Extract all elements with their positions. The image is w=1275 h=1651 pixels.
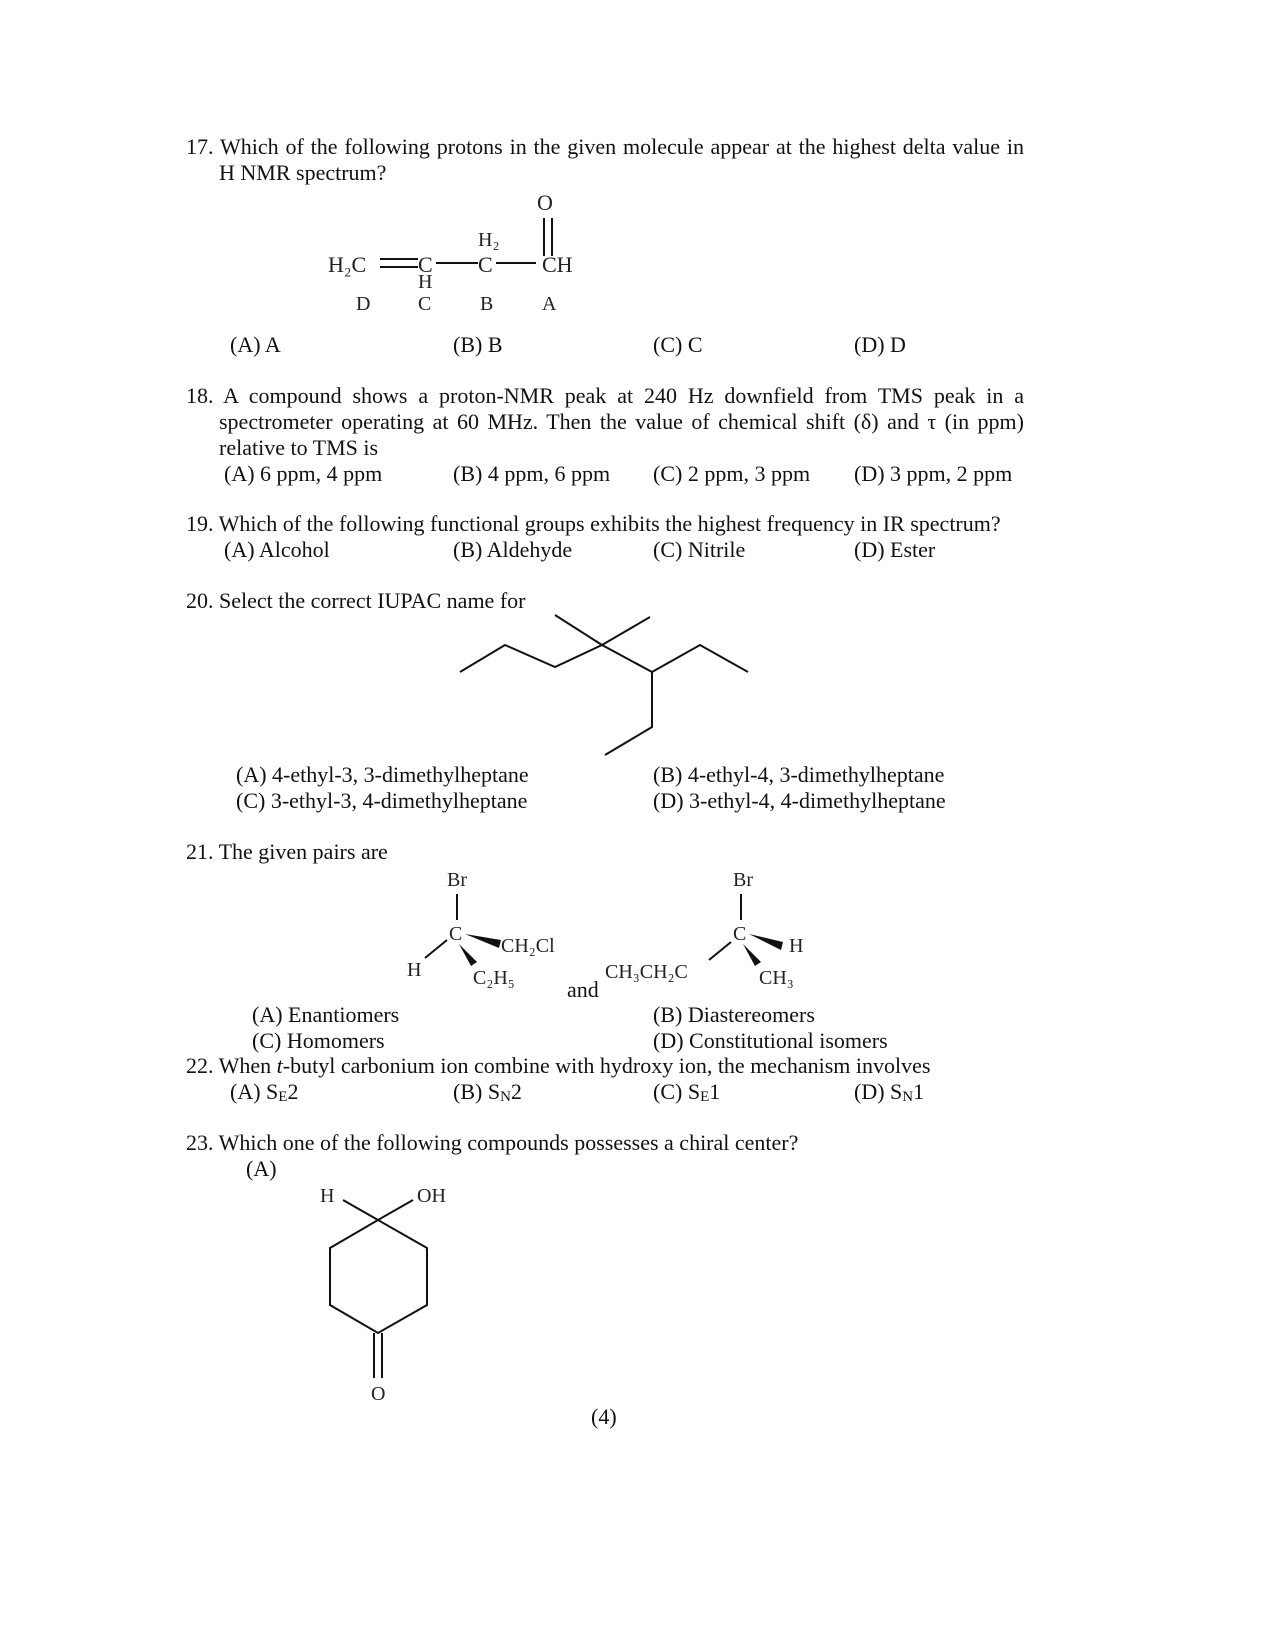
q19-option-b[interactable]: (B) Aldehyde: [453, 537, 573, 562]
q18-option-d[interactable]: (D) 3 ppm, 2 ppm: [854, 461, 1013, 486]
q21-text-line1: 21. The given pairs are: [186, 839, 388, 864]
page-number: (4): [591, 1404, 617, 1429]
q17-text-line1: 17. Which of the following protons in the given molecule appear at the highest delta value in: [186, 134, 1024, 159]
q21-m1-c: C: [449, 923, 463, 945]
q21-m1-h: H: [407, 959, 422, 981]
q20-skeletal-structure: [450, 605, 760, 765]
q21-and: and: [567, 977, 599, 1002]
q17-option-d[interactable]: (D) D: [854, 332, 906, 357]
q18-text-line1: 18. A compound shows a proton-NMR peak at 240 Hz downfield from TMS peak in a: [186, 383, 1024, 408]
q20-option-b[interactable]: (B) 4-ethyl-4, 3-dimethylheptane: [653, 762, 945, 787]
q22-text-post: -butyl carbonium ion combine with hydroxy ion, the mechanism involves: [282, 1053, 931, 1078]
q17-atom-c2: C: [478, 252, 493, 277]
q21-m1-c2h5: C₂H₅: [473, 967, 515, 989]
q17-atom-h2: H₂: [478, 229, 500, 251]
q22-opt-a-main: (A) S: [230, 1079, 279, 1104]
q21-option-a[interactable]: (A) Enantiomers: [252, 1002, 400, 1027]
q18-option-c[interactable]: (C) 2 ppm, 3 ppm: [653, 461, 811, 486]
q23-atom-oh: OH: [417, 1185, 446, 1207]
q17-option-a[interactable]: (A) A: [230, 332, 281, 357]
q17-text-line2: H NMR spectrum?: [219, 160, 387, 185]
q22-opt-c-main: (C) S: [653, 1079, 701, 1104]
q22-opt-a-num: 2: [287, 1079, 299, 1104]
q17-atom-o: O: [537, 190, 553, 215]
q21-m1-ch2cl: CH₂Cl: [501, 935, 555, 957]
q17-option-b[interactable]: (B) B: [453, 332, 503, 357]
q22-opt-b-num: 2: [510, 1079, 522, 1104]
q17-atom-c1: C: [418, 252, 433, 277]
q23-atom-o: O: [371, 1383, 386, 1405]
q22-opt-b-main: (B) S: [453, 1079, 501, 1104]
q17-atom-h: H: [418, 271, 433, 293]
q21-m1-br: Br: [447, 869, 467, 891]
q21-m2-c: C: [733, 923, 747, 945]
q22-option-d[interactable]: [854, 1079, 924, 1110]
q18-option-b[interactable]: (B) 4 ppm, 6 ppm: [453, 461, 611, 486]
q17-label-c: C: [418, 293, 432, 315]
q17-label-b: B: [480, 293, 494, 315]
q18-text-line2: spectrometer operating at 60 MHz. Then the value of chemical shift (δ) and τ (in ppm): [219, 409, 1024, 434]
q19-option-c[interactable]: (C) Nitrile: [653, 537, 746, 562]
q22-option-c[interactable]: [653, 1079, 720, 1110]
q20-option-a[interactable]: (A) 4-ethyl-3, 3-dimethylheptane: [236, 762, 529, 787]
q23-option-a-structure: [315, 1180, 465, 1405]
q21-option-c[interactable]: (C) Homomers: [252, 1028, 385, 1053]
q21-option-b[interactable]: (B) Diastereomers: [653, 1002, 815, 1027]
q22-text-italic: t: [276, 1053, 283, 1078]
q20-option-d[interactable]: (D) 3-ethyl-4, 4-dimethylheptane: [653, 788, 946, 813]
q17-atom-ch: CH: [542, 252, 573, 277]
q22-opt-d-sub: N: [902, 1089, 914, 1105]
q22-option-a[interactable]: [230, 1079, 298, 1110]
q17-molecule: [320, 188, 590, 318]
q22-opt-b-sub: N: [500, 1089, 511, 1105]
q22-text-pre: 22. When: [186, 1053, 277, 1078]
q21-molecule-2: [605, 862, 825, 992]
q22-opt-a-sub: E: [278, 1089, 288, 1105]
q17-option-c[interactable]: (C) C: [653, 332, 703, 357]
q21-m2-ch3: CH₃: [759, 967, 794, 989]
q19-text-line1: 19. Which of the following functional groups exhibits the highest frequency in IR spectrum?: [186, 511, 1001, 536]
q22-opt-c-num: 1: [709, 1079, 721, 1104]
q20-option-c[interactable]: (C) 3-ethyl-3, 4-dimethylheptane: [236, 788, 528, 813]
q19-option-d[interactable]: (D) Ester: [854, 537, 936, 562]
q22-opt-d-main: (D) S: [854, 1079, 903, 1104]
q19-option-a[interactable]: (A) Alcohol: [224, 537, 330, 562]
q17-label-a: A: [542, 293, 557, 315]
q21-option-d[interactable]: (D) Constitutional isomers: [653, 1028, 888, 1053]
q23-text-line1: 23. Which one of the following compounds possesses a chiral center?: [186, 1130, 799, 1155]
q22-opt-d-num: 1: [913, 1079, 925, 1104]
q22-opt-c-sub: E: [700, 1089, 710, 1105]
q23-option-a[interactable]: (A): [246, 1156, 277, 1181]
q22-option-b[interactable]: [453, 1079, 522, 1110]
q18-text-line3: relative to TMS is: [219, 435, 379, 460]
q21-m2-br: Br: [733, 869, 753, 891]
q18-option-a[interactable]: (A) 6 ppm, 4 ppm: [224, 461, 383, 486]
q23-atom-h: H: [320, 1185, 335, 1207]
q17-label-d: D: [356, 293, 371, 315]
q20-text-line1: 20. Select the correct IUPAC name for: [186, 588, 526, 613]
q21-m2-ch3ch2: CH₃CH₂C: [605, 961, 688, 983]
q21-m2-h: H: [789, 935, 804, 957]
q17-atom-h2c: H₂C: [328, 252, 367, 277]
q22-text-line1: [186, 1053, 930, 1079]
q21-molecule-1: [395, 862, 575, 992]
